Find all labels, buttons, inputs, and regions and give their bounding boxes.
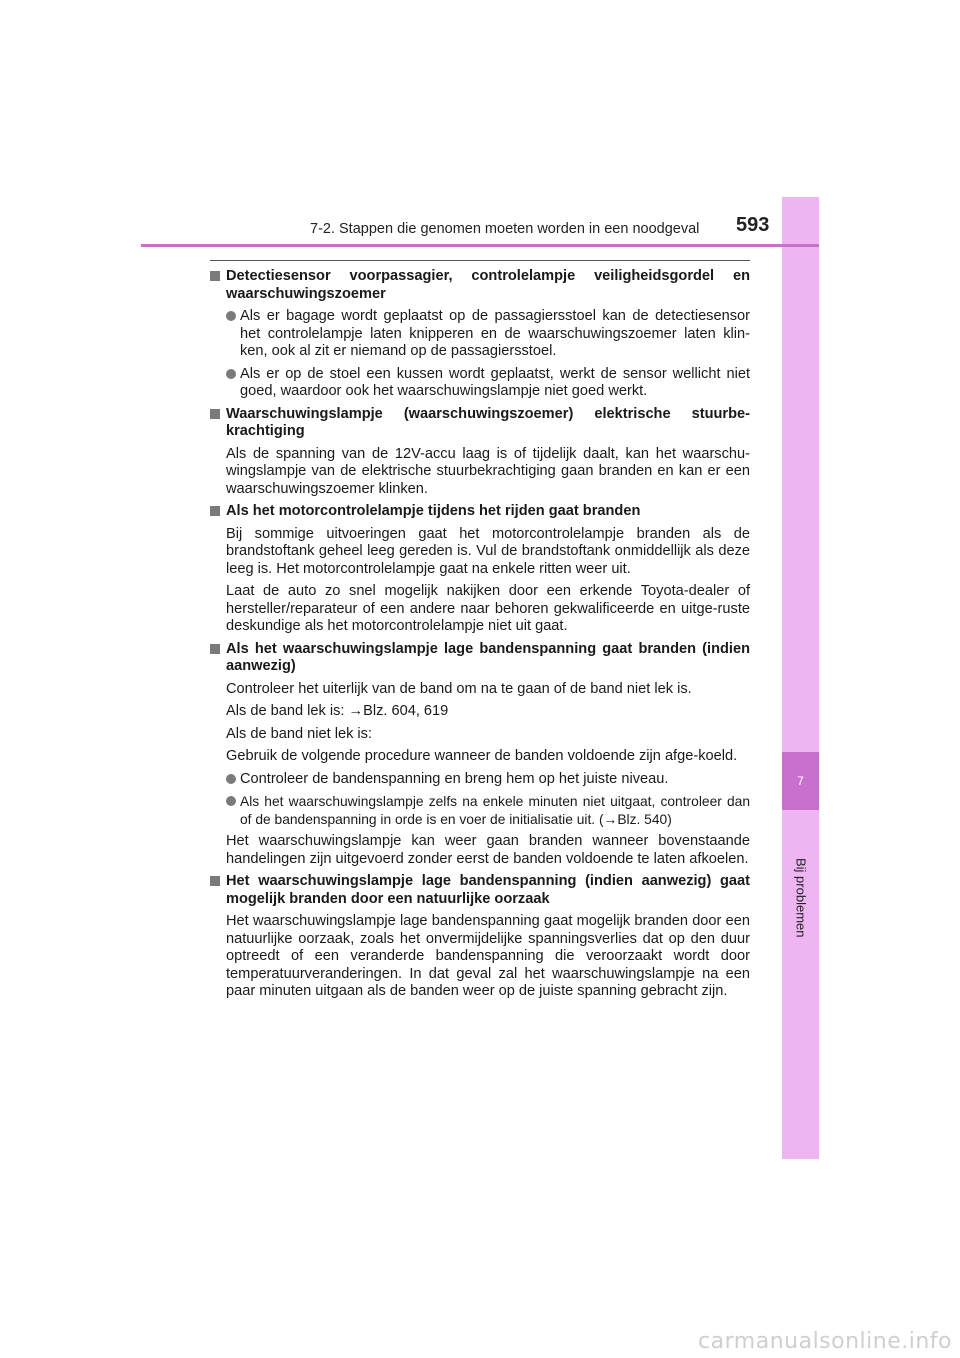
heading-tire-pressure: Als het waarschuwingslampje lage bandenspanning gaat branden (indien aanwezig) (210, 641, 750, 676)
chapter-title-tab (781, 838, 821, 958)
page-number: 593 (736, 214, 770, 236)
circle-bullet-icon (226, 311, 236, 321)
chapter-number-tab: 7 (782, 752, 819, 810)
heading-power-steering: Waarschuwingslampje (waarschuwingszoemer) elektrische stuurbe-krachtiging (210, 406, 750, 441)
list-item: Als het waarschuwingslampje zelfs na enkele minuten niet uitgaat, controleer dan of de bandenspanning in orde is en voer de initialisatie uit. (→Blz. 540) (210, 793, 750, 828)
paragraph: Controleer het uiterlijk van de band om na te gaan of de band niet lek is. (226, 680, 692, 697)
chapter-title: Bij problemen (793, 858, 809, 938)
circle-bullet-icon (226, 774, 236, 784)
section-title: 7-2. Stappen die genomen moeten worden in een noodgeval (310, 221, 700, 237)
heading-natural-cause: Het waarschuwingslampje lage bandenspanning (indien aanwezig) gaat mogelijk branden door een natuurlijke oorzaak (210, 873, 750, 908)
paragraph: Laat de auto zo snel mogelijk nakijken door een erkende Toyota-dealer of hersteller/reparateur of een andere naar behoren gekwalificeerde en uitge-ruste deskundige als het motorcontrolelampje niet uit gaat. (226, 583, 750, 634)
square-bullet-icon (210, 271, 220, 281)
paragraph: Bij sommige uitvoeringen gaat het motorcontrolelampje branden als de brandstoftank geheel leeg gereden is. Vul de brandstoftank onmiddellijk als deze leeg is. Het motorcontrolelampje gaat na enkele ritten weer uit. (226, 525, 750, 577)
page-reference: Als de band lek is: →Blz. 604, 619 (226, 703, 449, 719)
list-item: Als er bagage wordt geplaatst op de passagiersstoel kan de detectiesensor het controlelampje laten knipperen en de waarschuwingszoemer laten klin-ken, ook al zit er niemand op de passagiersstoel. (210, 308, 750, 361)
list-item: Als er op de stoel een kussen wordt geplaatst, werkt de sensor wellicht niet goed, waardoor ook het waarschuwingslampje niet goed werkt. (210, 366, 750, 401)
page-content (210, 268, 750, 1006)
circle-bullet-icon (226, 369, 236, 379)
paragraph: Als de band niet lek is: (226, 725, 373, 742)
paragraph: Het waarschuwingslampje kan weer gaan branden wanneer bovenstaande handelingen zijn uitgevoerd zonder eerst de banden voldoende te laten afkoelen. (226, 833, 750, 867)
square-bullet-icon (210, 409, 220, 419)
square-bullet-icon (210, 876, 220, 886)
square-bullet-icon (210, 506, 220, 516)
list-item: Controleer de bandenspanning en breng hem op het juiste niveau. (210, 771, 750, 789)
paragraph: Gebruik de volgende procedure wanneer de banden voldoende zijn afge-koeld. (226, 748, 738, 764)
heading-passenger-sensor: Detectiesensor voorpassagier, controlelampje veiligheidsgordel en waarschuwingszoemer (210, 268, 750, 303)
paragraph: Het waarschuwingslampje lage bandenspanning gaat mogelijk branden door een natuurlijke oorzaak, zoals het onvermijdelijke spanningsverlies dat op den duur optreedt of een veranderde bandenspanning die veroorzaakt wordt door temperatuurveranderingen. In dat geval zal het waarschuwingslampje na een paar minuten uitgaan als de banden weer op de juiste spanning gebracht zijn. (226, 913, 750, 999)
circle-bullet-icon (226, 796, 236, 806)
heading-engine-light: Als het motorcontrolelampje tijdens het rijden gaat branden (210, 503, 750, 521)
paragraph: Als de spanning van de 12V-accu laag is of tijdelijk daalt, kan het waarschu-wingslampje van de elektrische stuurbekrachtiging gaan branden en kan er een waarschuwingszoemer klinken. (226, 445, 750, 497)
watermark: carmanualsonline.info (698, 1329, 952, 1354)
header-rule (141, 244, 819, 247)
content-rule (210, 260, 750, 261)
side-tab-strip (782, 197, 819, 1159)
square-bullet-icon (210, 644, 220, 654)
